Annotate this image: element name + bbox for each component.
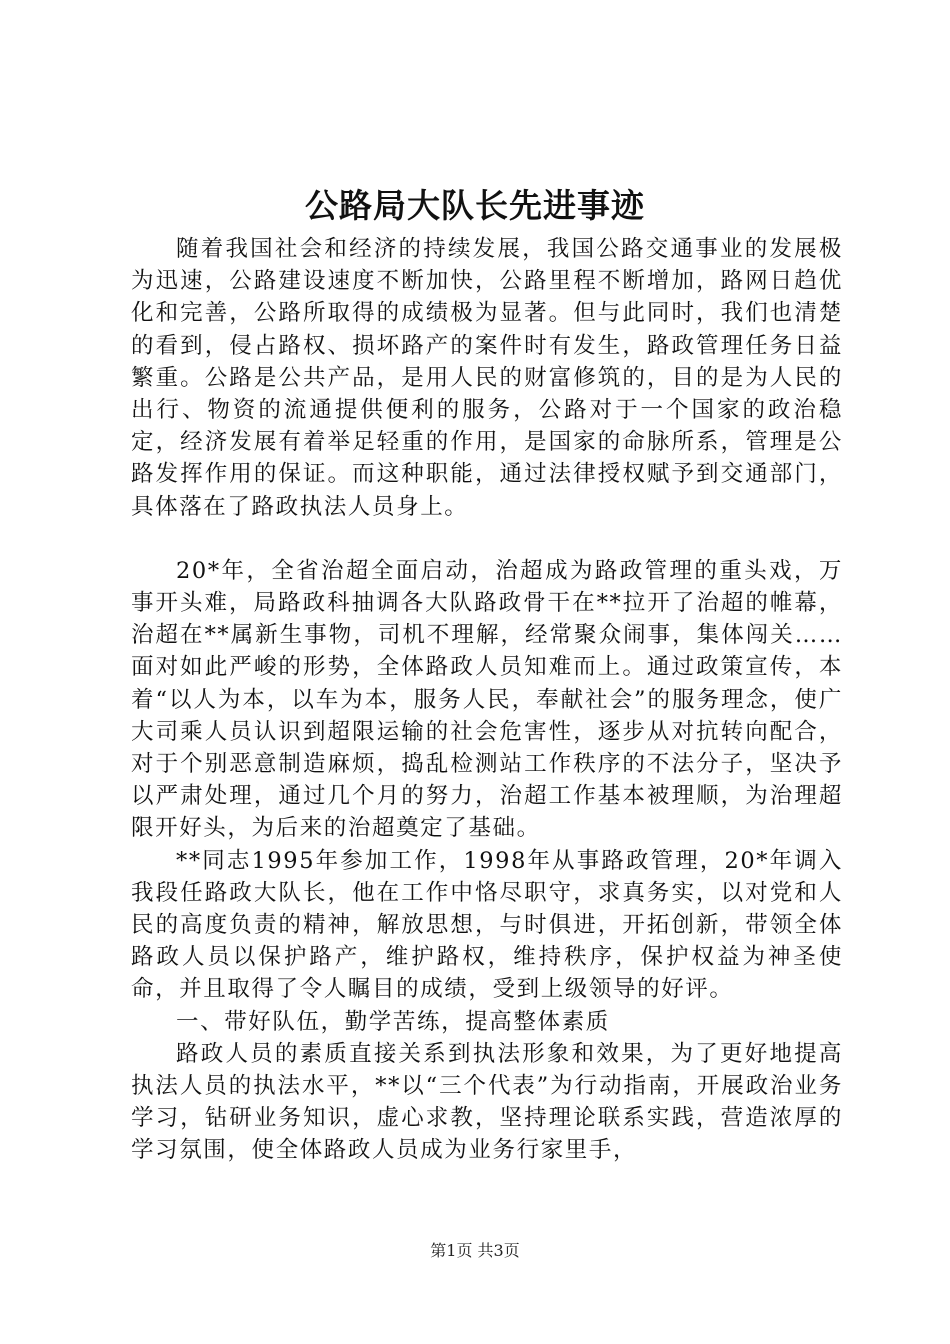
paragraph-training: 路政人员的素质直接关系到执法形象和效果，为了更好地提高执法人员的执法水平，**以“三个代表”为行动指南，开展政治业务学习，钻研业务知识，虚心求教，坚持理论联系实践，营造浓厚的学习氛围，使全体路政人员成为业务行家里手，: [131, 1040, 843, 1164]
paragraph-intro: 随着我国社会和经济的持续发展，我国公路交通事业的发展极为迅速，公路建设速度不断加快，公路里程不断增加，路网日趋优化和完善，公路所取得的成绩极为显著。但与此同时，我们也清楚的看到，侵占路权、损坏路产的案件时有发生，路政管理任务日益繁重。公路是公共产品，是用人民的财富修筑的，目的是为人民的出行、物资的流通提供便利的服务，公路对于一个国家的政治稳定，经济发展有着举足轻重的作用，是国家的命脉所系，管理是公路发挥作用的保证。而这种职能，通过法律授权赋予到交通部门，具体落在了路政执法人员身上。: [131, 236, 843, 520]
paragraph-profile: **同志1995年参加工作，1998年从事路政管理，20*年调入我段任路政大队长，他在工作中恪尽职守，求真务实，以对党和人民的高度负责的精神，解放思想，与时俱进，开拓创新，带领全体路政人员以保护路产，维护路权，维持秩序，保护权益为神圣使命，并且取得了令人瞩目的成绩，受到上级领导的好评。: [131, 847, 843, 1003]
page-footer: 第1页 共3页: [430, 1241, 520, 1260]
paragraph-spacer: [131, 523, 843, 555]
document-body: [131, 233, 843, 1167]
section-heading: 一、带好队伍，勤学苦练，提高整体素质: [176, 1008, 610, 1035]
document-title: 公路局大队长先进事迹: [305, 186, 645, 225]
paragraph-overload-control: 20*年，全省治超全面启动，治超成为路政管理的重头戏，万事开头难，局路政科抽调各大队路政骨干在**拉开了治超的帷幕，治超在**属新生事物，司机不理解，经常聚众闹事，集体闯关……面对如此严峻的形势，全体路政人员知难而上。通过政策宣传，本着“以人为本，以车为本，服务人民，奉献社会”的服务理念，使广大司乘人员认识到超限运输的社会危害性，逐步从对抗转向配合，对于个别恶意制造麻烦，捣乱检测站工作秩序的不法分子，坚决予以严肃处理，通过几个月的努力，治超工作基本被理顺，为治理超限开好头，为后来的治超奠定了基础。: [131, 557, 843, 842]
